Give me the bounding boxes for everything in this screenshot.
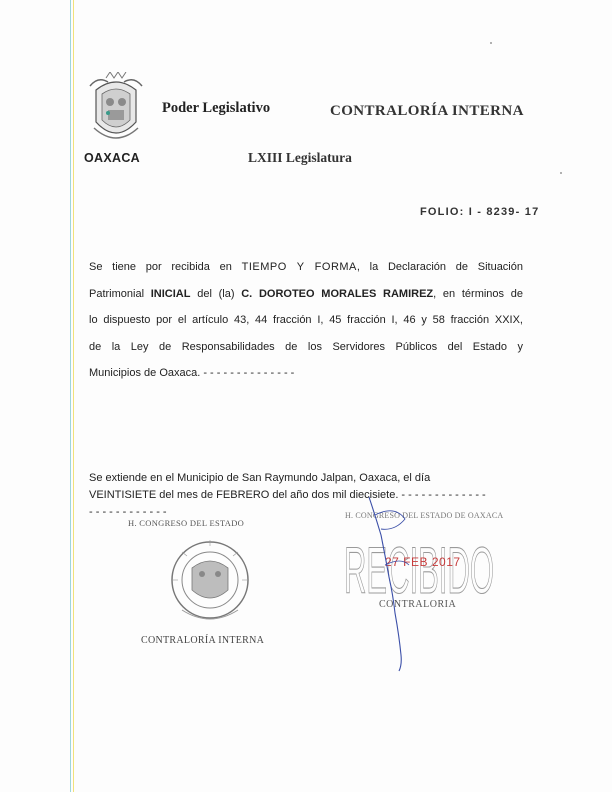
body-line [89, 254, 523, 281]
body-line [89, 281, 523, 308]
body-text: , la Declaración de Situación [356, 261, 523, 273]
body-line: de la Ley de Responsabilidades de los Servidores Públicos del Estado y [89, 340, 523, 353]
closing-text: del año dos mil diecisiete. - - - - - - - - - - - - - [269, 489, 486, 501]
scan-speck [560, 172, 562, 174]
oaxaca-crest-icon [88, 72, 144, 148]
stamp-footer: CONTRALORIA [379, 599, 457, 610]
scan-speck [490, 42, 492, 44]
body-line: lo dispuesto por el artículo 43, 44 fracción I, 45 fracción I, 46 y 58 fracción XXIX, [89, 314, 523, 326]
header-subtitle: LXIII Legislatura [248, 150, 352, 165]
closing-month: FEBRERO [216, 489, 270, 501]
closing-text: del mes de [156, 489, 217, 501]
seal-caption-bottom: CONTRALORÍA INTERNA [141, 635, 265, 646]
stamp-header: H. CONGRESO DEL ESTADO DE OAXACA [345, 511, 504, 520]
header-left-title: Poder Legislativo [162, 100, 271, 116]
margin-line [70, 0, 71, 792]
body-text: , en términos de [433, 287, 524, 300]
body-text: Se tiene por recibida en [89, 261, 242, 273]
declaration-type: INICIAL [150, 287, 191, 300]
stamp-big-word: RECIBIDO [344, 533, 494, 607]
body-text: del (la) [190, 287, 242, 300]
margin-line [73, 0, 74, 792]
body-paragraph [89, 254, 523, 387]
folio-number: FOLIO: I - 8239- 17 [420, 206, 540, 218]
closing-line [89, 487, 523, 504]
closing-line: Se extiende en el Municipio de San Raymundo Jalpan, Oaxaca, el día [89, 472, 431, 484]
signature [355, 495, 435, 675]
body-line: Municipios de Oaxaca. - - - - - - - - - - - - - - [89, 367, 295, 379]
body-emphasis: TIEMPO Y FORMA [241, 261, 357, 273]
brand-oaxaca: OAXACA [84, 151, 140, 165]
closing-line: - - - - - - - - - - - - [89, 506, 167, 518]
stamp-date: 27 FEB 2017 [385, 555, 461, 569]
seal-caption-top: H. CONGRESO DEL ESTADO [128, 518, 245, 528]
header-right-title: CONTRALORÍA INTERNA [330, 103, 524, 119]
declarant-name: C. DOROTEO MORALES RAMIREZ [241, 287, 434, 300]
body-text: Patrimonial [89, 287, 151, 300]
closing-day: VEINTISIETE [89, 489, 157, 501]
